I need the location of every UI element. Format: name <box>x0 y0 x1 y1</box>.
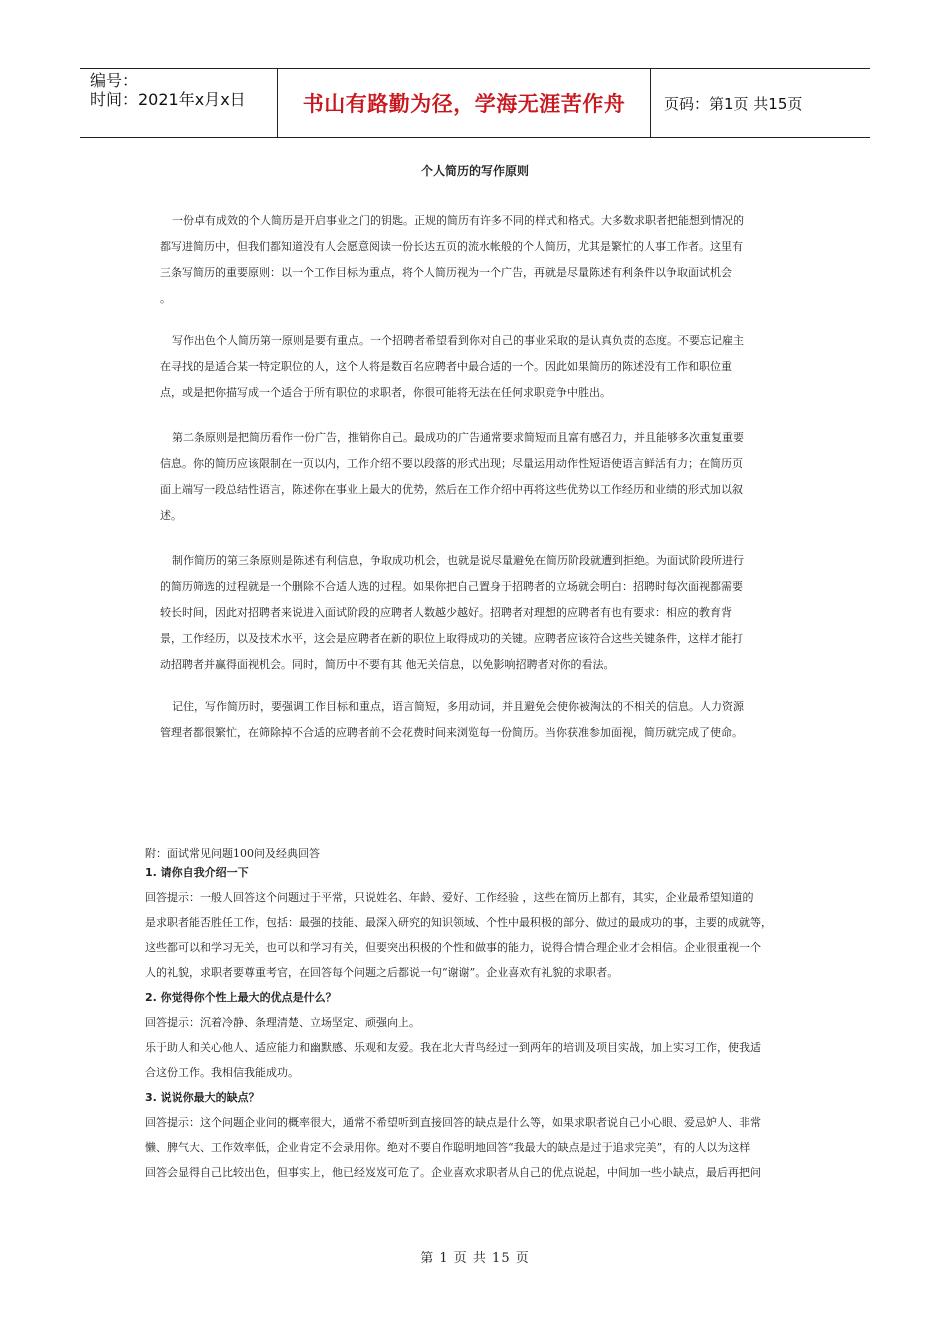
answer-line: 乐于助人和关心他人、适应能力和幽默感、乐观和友爱。我在北大青鸟经过一到两年的培训及项目实战，加上实习工作，使我适 <box>145 1041 761 1054</box>
text-line: 三条写简历的重要原则：以一个工作目标为重点，将个人简历视为一个广告，再就是尽量陈述有利条件以争取面试机会 <box>160 266 732 279</box>
question-heading: 2. 你觉得你个性上最大的优点是什么？ <box>145 991 337 1004</box>
text-line: 较长时间，因此对招聘者来说进入面试阶段的应聘者人数越少越好。招聘者对理想的应聘者有也有要求：相应的教育背 <box>160 606 732 619</box>
paragraph-1 <box>160 208 790 312</box>
text-line: 第二条原则是把简历看作一份广告，推销你自己。最成功的广告通常要求简短而且富有感召力，并且能够多次重复重要 <box>172 431 744 444</box>
paragraph-2 <box>160 328 790 406</box>
text-line: 都写进简历中，但我们都知道没有人会愿意阅读一份长达五页的流水帐般的个人简历，尤其是繁忙的人事工作者。这里有 <box>160 240 743 253</box>
paragraph-5 <box>160 694 790 746</box>
qa-section <box>145 860 815 1185</box>
document-title: 个人简历的写作原则 <box>420 164 529 178</box>
answer-line: 回答提示：一般人回答这个问题过于平常，只说姓名、年龄、爱好、工作经验 ，这些在简历上都有，其实，企业最希望知道的 <box>145 891 754 904</box>
header-meta <box>80 69 277 137</box>
text-line: 景，工作经历，以及技术水平，这会是应聘者在新的职位上取得成功的关键。应聘者应该符合这些关键条件，这样才能打 <box>160 632 743 645</box>
text-line: 点，或是把你描写成一个适合于所有职位的求职者，你很可能将无法在任何求职竞争中胜出。 <box>160 386 611 399</box>
text-line: 管理者都很繁忙，在筛除掉不合适的应聘者前不会花费时间来浏览每一份简历。当你获准参加面视，简历就完成了使命。 <box>160 726 743 739</box>
answer-line: 回答提示：这个问题企业问的概率很大，通常不希望听到直接回答的缺点是什么等，如果求职者说自己小心眼、爱忌妒人、非常 <box>145 1116 761 1129</box>
text-line: 记住，写作简历时，要强调工作目标和重点，语言简短，多用动词，并且避免会使你被淘汰的不相关的信息。人力资源 <box>172 700 744 713</box>
motto: 书山有路勤为径，学海无涯苦作舟 <box>302 92 626 116</box>
question-heading: 3. 说说你最大的缺点？ <box>145 1091 260 1104</box>
answer-line: 懒、脾气大、工作效率低，企业肯定不会录用你。绝对不要自作聪明地回答“我最大的缺点是过于追求完美”，有的人以为这样 <box>145 1141 751 1154</box>
text-line: 写作出色个人简历第一原则是要有重点。一个招聘者希望看到你对自己的事业采取的是认真负责的态度。不要忘记雇主 <box>172 334 744 347</box>
text-line: 在寻找的是适合某一特定职位的人，这个人将是数百名应聘者中最合适的一个。因此如果简历的陈述没有工作和职位重 <box>160 360 732 373</box>
text-line: 信息。你的简历应该限制在一页以内，工作介绍不要以段落的形式出现；尽量运用动作性短语使语言鲜活有力；在简历页 <box>160 457 743 470</box>
answer-line: 是求职者能否胜任工作，包括：最强的技能、最深入研究的知识领域、个性中最积极的部分、做过的最成功的事，主要的成就等， <box>145 916 772 929</box>
page-code: 页码：第1页 共15页 <box>664 94 803 113</box>
answer-line: 回答提示：沉着冷静、条理清楚、立场坚定、顽强向上。 <box>145 1016 420 1029</box>
appendix-title: 附：面试常见问题100问及经典回答 <box>145 847 320 860</box>
paragraph-3 <box>160 425 790 529</box>
page-footer: 第 1 页 共 15 页 <box>420 1251 530 1266</box>
text-line: 制作简历的第三条原则是陈述有利信息，争取成功机会，也就是说尽量避免在简历阶段就遭到拒绝。为面试阶段所进行 <box>172 554 744 567</box>
question-heading: 1. 请你自我介绍一下 <box>145 866 249 879</box>
text-line: 述。 <box>160 509 182 522</box>
page-header <box>80 68 870 138</box>
document-time: 时间：2021年x月x日 <box>90 90 246 109</box>
text-line: 。 <box>160 292 171 305</box>
answer-line: 合这份工作。我相信我能成功。 <box>145 1066 299 1079</box>
text-line: 一份卓有成效的个人简历是开启事业之门的钥匙。正规的简历有许多不同的样式和格式。大多数求职者把能想到情况的 <box>172 214 744 227</box>
header-motto-cell <box>277 69 651 137</box>
document-number: 编号： <box>90 71 139 90</box>
header-page-cell <box>650 69 870 137</box>
answer-line: 这些都可以和学习无关，也可以和学习有关，但要突出积极的个性和做事的能力，说得合情合理企业才会相信。企业很重视一个 <box>145 941 761 954</box>
text-line: 的简历筛选的过程就是一个删除不合适人选的过程。如果你把自己置身于招聘者的立场就会明白：招聘时每次面视都需要 <box>160 580 743 593</box>
answer-line: 人的礼貌，求职者要尊重考官，在回答每个问题之后都说一句“谢谢”。企业喜欢有礼貌的求职者。 <box>145 966 619 979</box>
paragraph-4 <box>160 548 790 678</box>
answer-line: 回答会显得自己比较出色，但事实上，他已经岌岌可危了。企业喜欢求职者从自己的优点说起，中间加一些小缺点，最后再把问 <box>145 1166 761 1179</box>
text-line: 动招聘者并赢得面视机会。同时，简历中不要有其 他无关信息，以免影响招聘者对你的看法。 <box>160 658 615 671</box>
text-line: 面上端写一段总结性语言，陈述你在事业上最大的优势，然后在工作介绍中再将这些优势以工作经历和业绩的形式加以叙 <box>160 483 743 496</box>
